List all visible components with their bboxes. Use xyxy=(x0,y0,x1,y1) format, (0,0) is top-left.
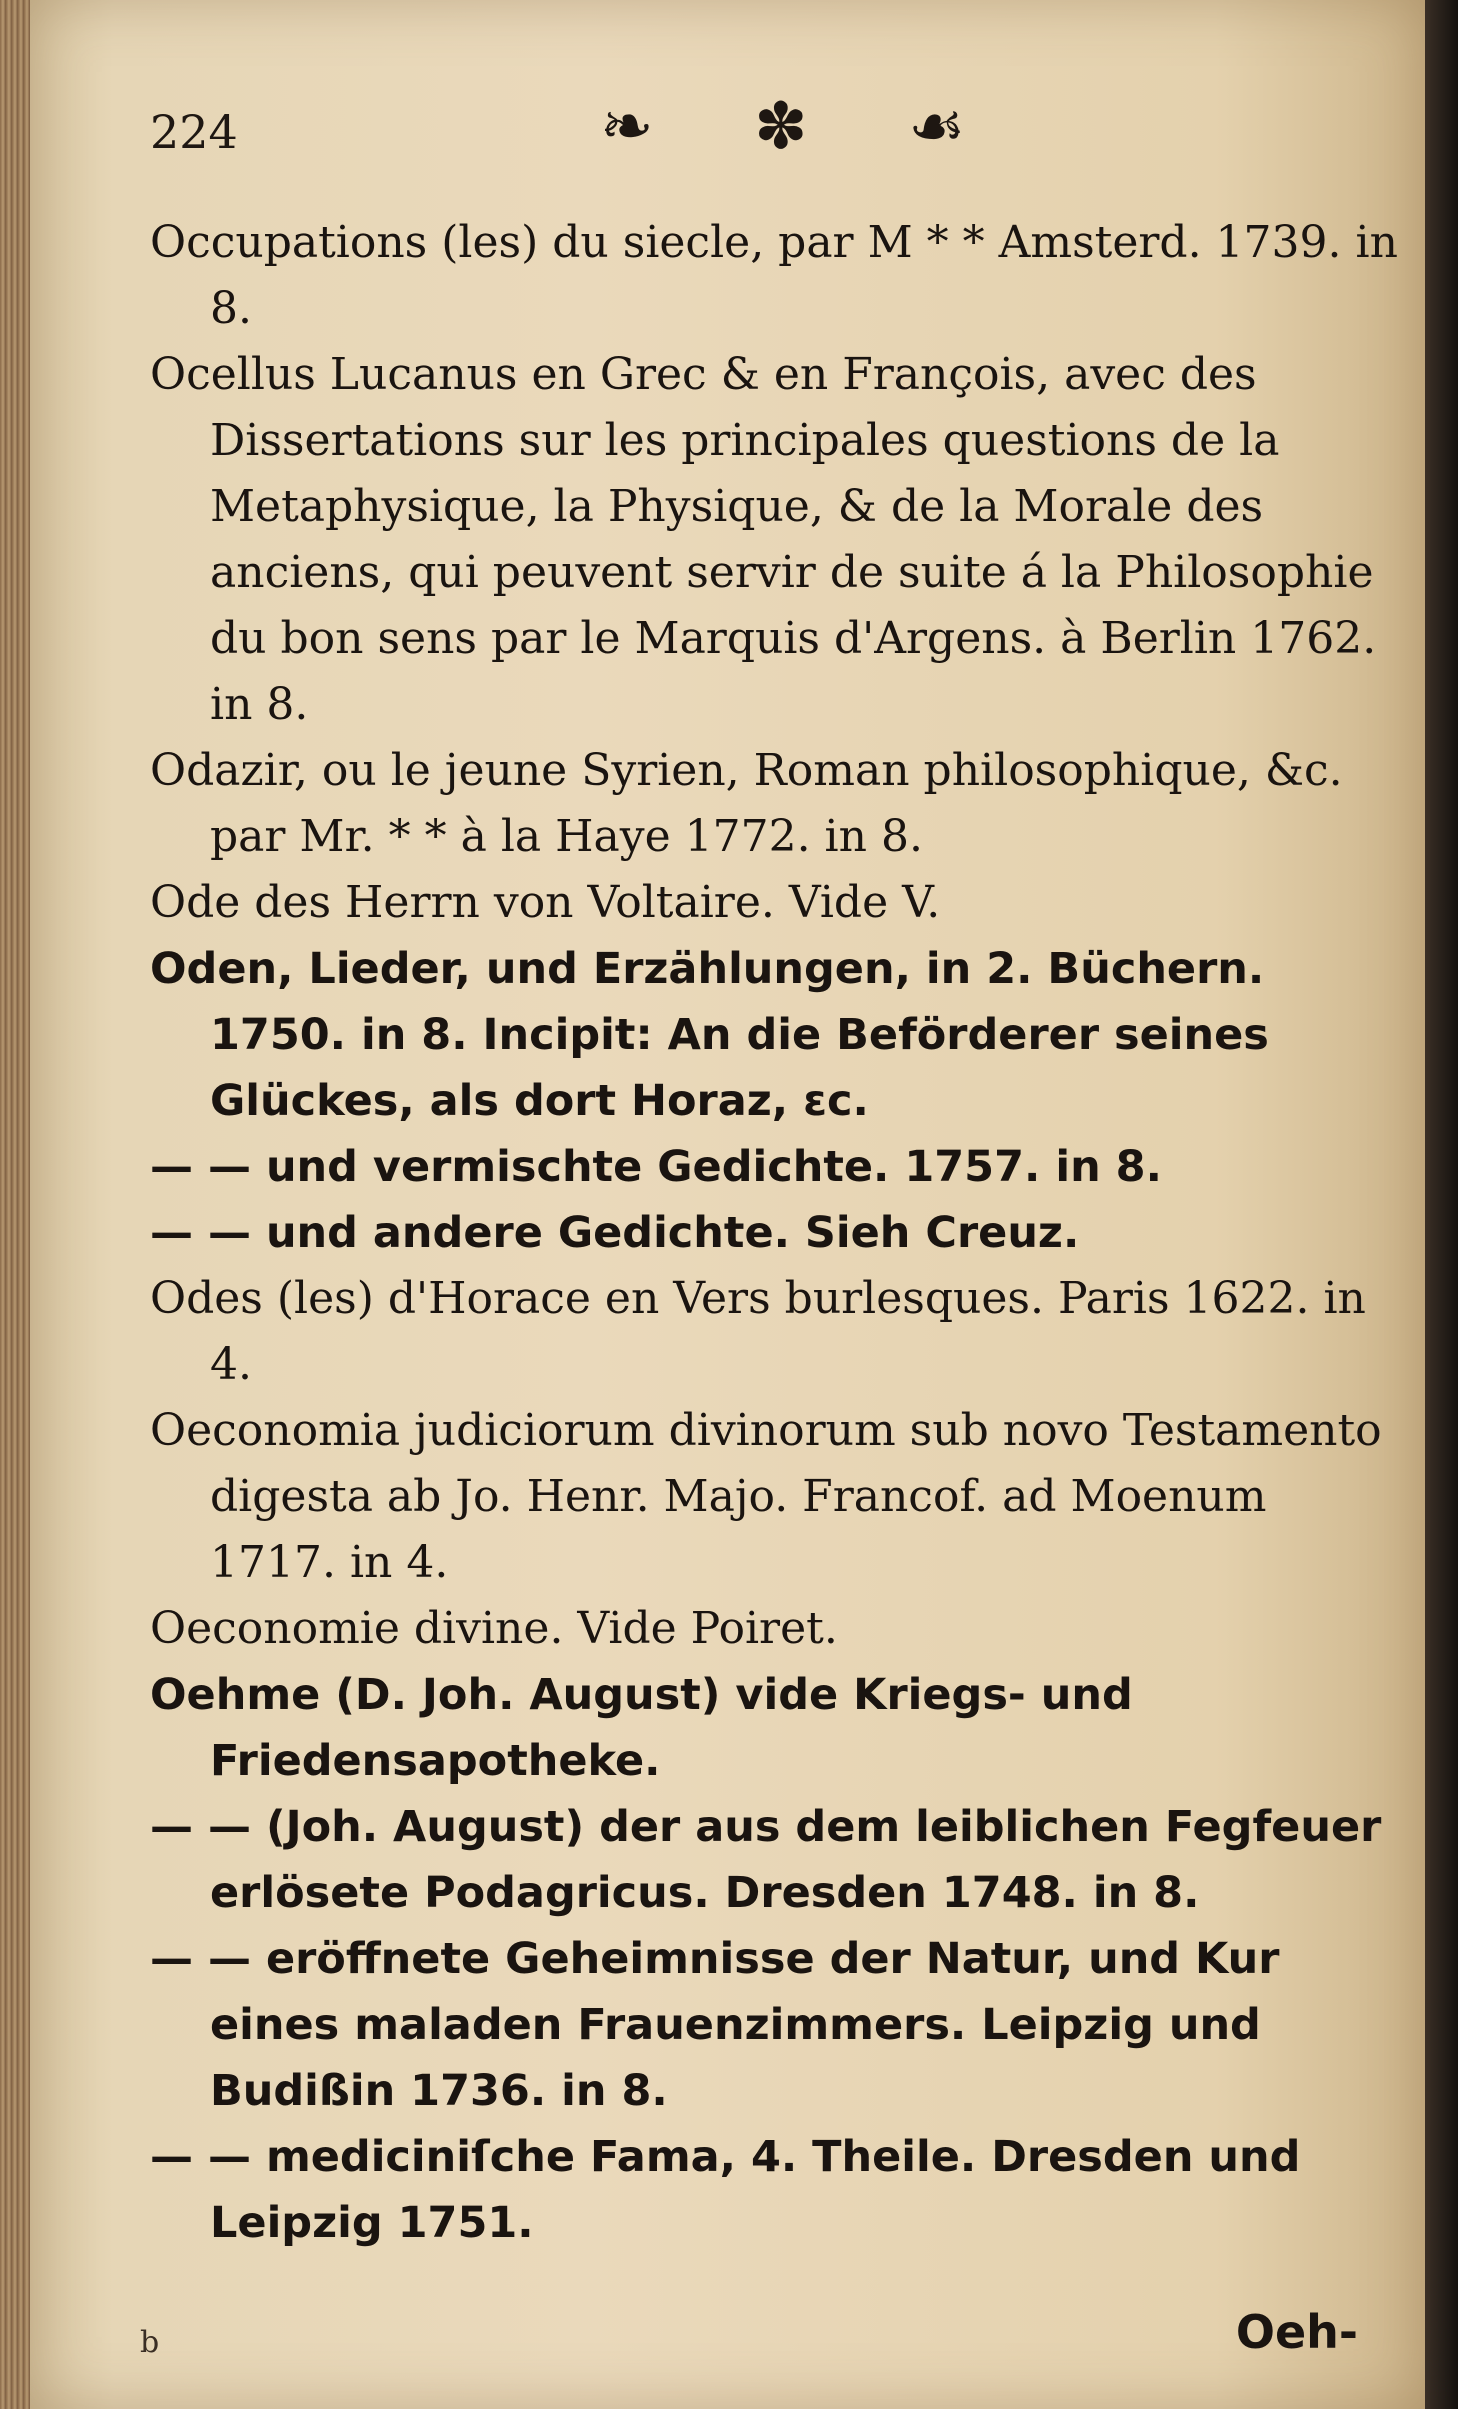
catalog-entry: Ode des Herrn von Voltaire. Vide V. xyxy=(150,877,941,928)
catalog-entry: — — und vermischte Gedichte. 1757. in 8. xyxy=(150,1142,1162,1192)
catchword: Oeh- xyxy=(1235,2305,1358,2359)
catalog-entry: Oden, Lieder, und Erzählungen, in 2. Büchern. 1750. in 8. Incipit: An die Beförderer seines Glückes, als dort Horaz, ɛc. xyxy=(150,944,1269,1126)
header-ornament-icon: ❧ ✽ ☙ xyxy=(600,90,1006,164)
catalog-entry: — — und andere Gedichte. Sieh Creuz. xyxy=(150,1208,1080,1258)
catalog-entry: Odazir, ou le jeune Syrien, Roman philosophique, &c. par Mr. * * à la Haye 1772. in 8. xyxy=(150,745,1343,862)
page-header xyxy=(150,80,1350,180)
catalog-entry: Oeconomie divine. Vide Poiret. xyxy=(150,1603,838,1654)
entry-list xyxy=(150,210,1400,2256)
catalog-entry: — — mediciniſche Fama, 4. Theile. Dresden und Leipzig 1751. xyxy=(150,2132,1301,2248)
catalog-entry: — — (Joh. August) der aus dem leiblichen Fegfeuer erlösete Podagricus. Dresden 1748. in 8. xyxy=(150,1802,1382,1918)
page-number: 224 xyxy=(150,105,238,159)
catalog-entry: Odes (les) d'Horace en Vers burlesques. Paris 1622. in 4. xyxy=(150,1273,1366,1390)
catalog-entry: Oehme (D. Joh. August) vide Kriegs- und Friedensapotheke. xyxy=(150,1670,1133,1786)
catalog-entry: Ocellus Lucanus en Grec & en François, avec des Dissertations sur les principales questions de la Metaphysique, la Physique, & de la Morale des anciens, qui peuvent servir de suite á la Philosophie du bon sens par le Marquis d'Argens. à Berlin 1762. in 8. xyxy=(150,349,1377,730)
catalog-entry: Occupations (les) du siecle, par M * * Amsterd. 1739. in 8. xyxy=(150,217,1398,334)
page-edge-right xyxy=(1425,0,1458,2409)
page-edge-left xyxy=(0,0,30,2409)
signature-mark: b xyxy=(140,2325,160,2360)
catalog-entry: — — eröffnete Geheimnisse der Natur, und Kur eines maladen Frauenzimmers. Leipzig und Budißin 1736. in 8. xyxy=(150,1934,1280,2116)
catalog-entry: Oeconomia judiciorum divinorum sub novo Testamento digesta ab Jo. Henr. Majo. Francof. ad Moenum 1717. in 4. xyxy=(150,1405,1382,1588)
